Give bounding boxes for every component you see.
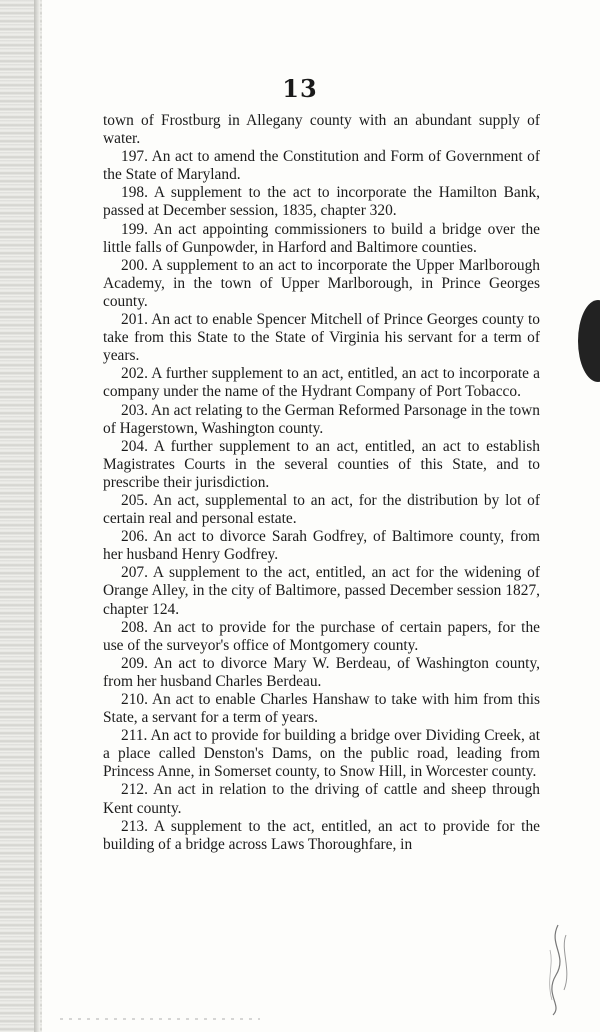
act-entry-201: 201. An act to enable Spencer Mitchell of Prince Georges county to take from this State to the State of Virginia his servant for a term of years. bbox=[103, 311, 540, 365]
act-entry-212: 212. An act in relation to the driving of cattle and sheep through Kent county. bbox=[103, 781, 540, 817]
page-number: 13 bbox=[282, 74, 318, 103]
act-entry-213: 213. A supplement to the act, entitled, an act to provide for the building of a bridge across Laws Thoroughfare, in bbox=[103, 817, 540, 853]
act-entry-208: 208. An act to provide for the purchase of certain papers, for the use of the surveyor's office of Montgomery county. bbox=[103, 618, 540, 654]
act-entry-199: 199. An act appointing commissioners to build a bridge over the little falls of Gunpowder, in Harford and Baltimore counties. bbox=[103, 220, 540, 256]
act-entry-210: 210. An act to enable Charles Hanshaw to take with him from this State, a servant for a term of years. bbox=[103, 691, 540, 727]
act-entry-204: 204. A further supplement to an act, entitled, an act to establish Magistrates Courts in the several counties of this State, and to prescribe their jurisdiction. bbox=[103, 437, 540, 491]
act-entry-200: 200. A supplement to an act to incorporate the Upper Marlborough Academy, in the town of Upper Marlborough, in Prince Georges county. bbox=[103, 256, 540, 310]
act-entry-209: 209. An act to divorce Mary W. Berdeau, of Washington county, from her husband Charles Berdeau. bbox=[103, 654, 540, 690]
legislative-acts-list bbox=[103, 112, 540, 854]
act-entry-198: 198. A supplement to the act to incorporate the Hamilton Bank, passed at December session, 1835, chapter 320. bbox=[103, 184, 540, 220]
ink-smudge bbox=[578, 300, 600, 382]
act-entry-202: 202. A further supplement to an act, entitled, an act to incorporate a company under the name of the Hydrant Company of Port Tobacco. bbox=[103, 365, 540, 401]
page-gutter-shadow bbox=[34, 0, 40, 1032]
page-speckle bbox=[60, 1018, 260, 1020]
act-entry-continuation: town of Frostburg in Allegany county with an abundant supply of water. bbox=[103, 112, 540, 148]
act-entry-207: 207. A supplement to the act, entitled, an act for the widening of Orange Alley, in the city of Baltimore, passed December session 1827, chapter 124. bbox=[103, 564, 540, 618]
act-entry-206: 206. An act to divorce Sarah Godfrey, of Baltimore county, from her husband Henry Godfrey. bbox=[103, 528, 540, 564]
handwritten-scrawl bbox=[528, 920, 588, 1020]
act-entry-205: 205. An act, supplemental to an act, for the distribution by lot of certain real and personal estate. bbox=[103, 491, 540, 528]
act-entry-197: 197. An act to amend the Constitution and Form of Government of the State of Maryland. bbox=[103, 148, 540, 184]
act-entry-211: 211. An act to provide for building a bridge over Dividing Creek, at a place called Denston's Dams, on the public road, leading from Princess Anne, in Somerset county, to Snow Hill, in Worcester county. bbox=[103, 727, 540, 781]
act-entry-203: 203. An act relating to the German Reformed Parsonage in the town of Hagerstown, Washington county. bbox=[103, 401, 540, 437]
